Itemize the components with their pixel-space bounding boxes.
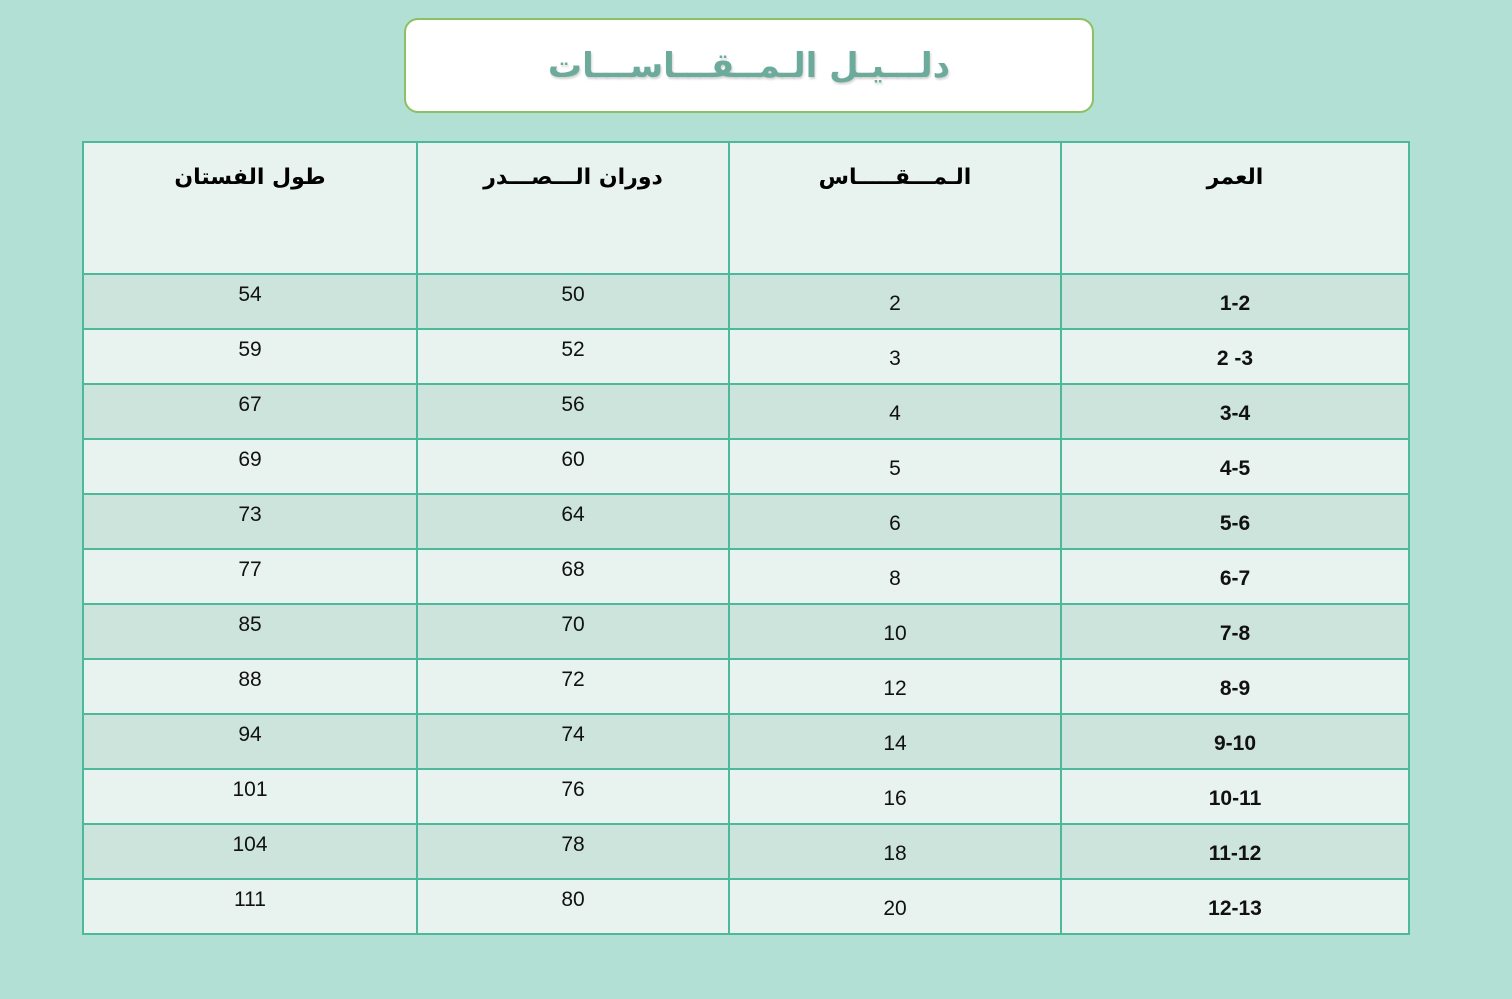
cell-age: 2 -3 <box>1061 329 1409 384</box>
cell-age: 11-12 <box>1061 824 1409 879</box>
cell-length: 111 <box>83 879 417 934</box>
cell-chest: 60 <box>417 439 729 494</box>
cell-age: 8-9 <box>1061 659 1409 714</box>
cell-chest: 74 <box>417 714 729 769</box>
cell-age: 1-2 <box>1061 274 1409 329</box>
cell-length: 69 <box>83 439 417 494</box>
cell-age: 6-7 <box>1061 549 1409 604</box>
cell-chest: 76 <box>417 769 729 824</box>
cell-length: 54 <box>83 274 417 329</box>
cell-length: 104 <box>83 824 417 879</box>
table-row <box>83 769 1409 824</box>
header-row <box>83 142 1409 274</box>
cell-age: 9-10 <box>1061 714 1409 769</box>
header-chest: دوران الـــصـــدر <box>417 142 729 274</box>
cell-size: 16 <box>729 769 1061 824</box>
cell-size: 10 <box>729 604 1061 659</box>
size-chart-table <box>82 141 1410 935</box>
cell-chest: 78 <box>417 824 729 879</box>
cell-age: 10-11 <box>1061 769 1409 824</box>
page-title: دلـــيـل الـمــقـــاســـات <box>547 45 951 86</box>
cell-size: 3 <box>729 329 1061 384</box>
table-row <box>83 274 1409 329</box>
table-row <box>83 329 1409 384</box>
cell-chest: 56 <box>417 384 729 439</box>
cell-chest: 52 <box>417 329 729 384</box>
cell-size: 8 <box>729 549 1061 604</box>
header-age: العمر <box>1061 142 1409 274</box>
cell-chest: 68 <box>417 549 729 604</box>
cell-age: 12-13 <box>1061 879 1409 934</box>
header-size: الـمـــقـــــاس <box>729 142 1061 274</box>
cell-length: 59 <box>83 329 417 384</box>
table-row <box>83 384 1409 439</box>
table-row <box>83 439 1409 494</box>
table-row <box>83 879 1409 934</box>
cell-age: 4-5 <box>1061 439 1409 494</box>
cell-size: 12 <box>729 659 1061 714</box>
cell-size: 5 <box>729 439 1061 494</box>
table-row <box>83 549 1409 604</box>
cell-size: 20 <box>729 879 1061 934</box>
cell-length: 73 <box>83 494 417 549</box>
cell-length: 94 <box>83 714 417 769</box>
cell-size: 4 <box>729 384 1061 439</box>
cell-length: 85 <box>83 604 417 659</box>
cell-chest: 64 <box>417 494 729 549</box>
cell-length: 77 <box>83 549 417 604</box>
table-row <box>83 824 1409 879</box>
cell-size: 2 <box>729 274 1061 329</box>
header-length: طول الفستان <box>83 142 417 274</box>
cell-chest: 72 <box>417 659 729 714</box>
cell-size: 14 <box>729 714 1061 769</box>
title-box <box>404 18 1094 113</box>
cell-age: 5-6 <box>1061 494 1409 549</box>
table-row <box>83 494 1409 549</box>
table-row <box>83 659 1409 714</box>
cell-age: 7-8 <box>1061 604 1409 659</box>
cell-chest: 70 <box>417 604 729 659</box>
cell-chest: 80 <box>417 879 729 934</box>
table-row <box>83 604 1409 659</box>
cell-size: 18 <box>729 824 1061 879</box>
cell-chest: 50 <box>417 274 729 329</box>
cell-age: 3-4 <box>1061 384 1409 439</box>
cell-length: 88 <box>83 659 417 714</box>
cell-length: 101 <box>83 769 417 824</box>
table-row <box>83 714 1409 769</box>
cell-size: 6 <box>729 494 1061 549</box>
cell-length: 67 <box>83 384 417 439</box>
